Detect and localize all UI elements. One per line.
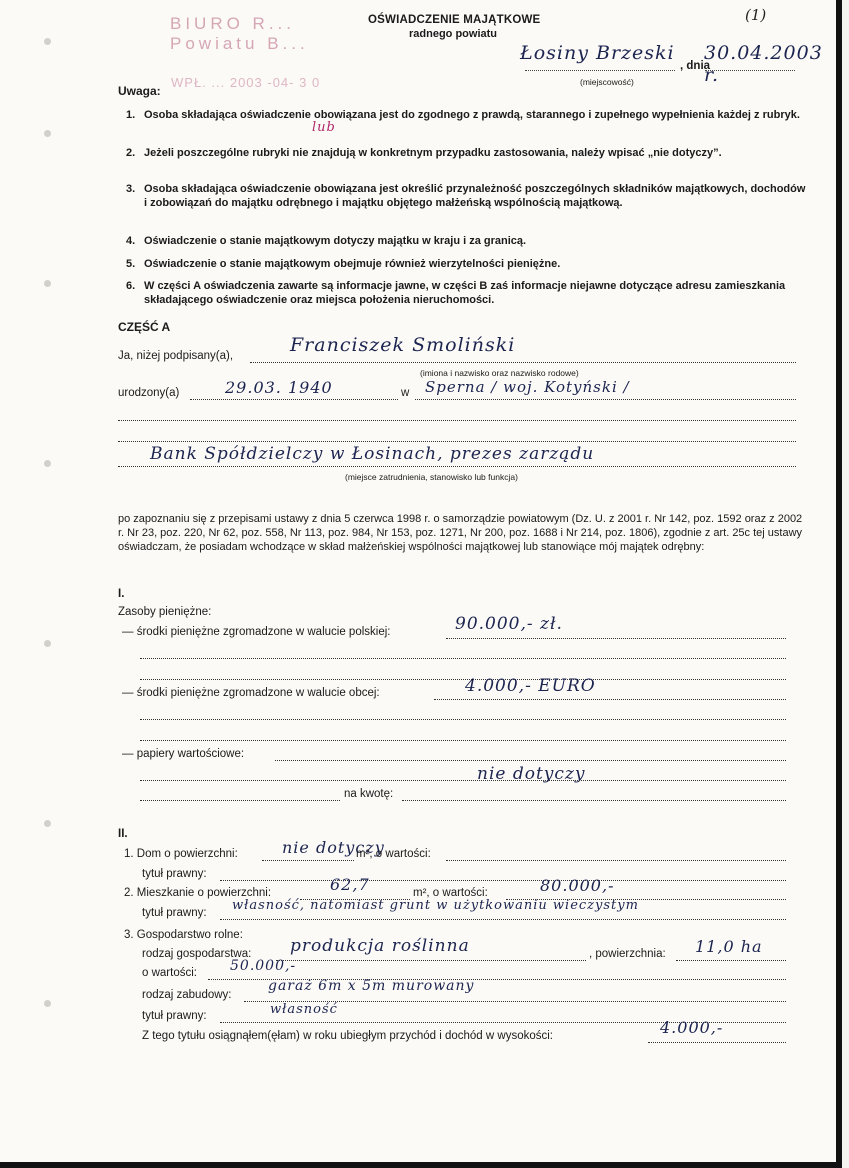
punch-hole: [44, 460, 51, 467]
note-number: 5.: [126, 258, 136, 270]
signer-label: Ja, niżej podpisany(a),: [118, 350, 234, 362]
note-text: Jeżeli poszczególne rubryki nie znajdują w konkretnym przypadku zastosowania, należy wpisać „nie dotyczy”.: [144, 147, 722, 159]
house-title-line: [220, 880, 786, 881]
flat-value: 80.000,-: [540, 876, 615, 895]
place-value: Łosiny Brzeski: [520, 42, 675, 64]
born-place-value: Sperna / woj. Kotyński /: [425, 378, 630, 396]
date-line: [705, 70, 795, 71]
note-annotation: lub: [312, 120, 336, 135]
farm-area-value: 11,0 ha: [695, 937, 763, 956]
house-area-line: [262, 860, 354, 861]
note-text: W części A oświadczenia zawarte są informacje jawne, w części B zaś informacje niejawne dotyczące adresu zamieszkania składającego oświadczenie oraz miejsca położenia nieruchomości.: [144, 280, 786, 306]
farm-area-line: [676, 960, 786, 961]
form-title: OŚWIADCZENIE MAJĄTKOWE: [368, 14, 541, 26]
house-value: nie dotyczy: [282, 838, 385, 857]
securities-line: [275, 760, 786, 761]
place-caption: (miejscowość): [580, 77, 634, 87]
note-number: 4.: [126, 235, 136, 247]
intro-paragraph: po zapoznaniu się z przepisami ustawy z dnia 5 czerwca 1998 r. o samorządzie powiatowym (Dz. U. z 2001 r. Nr 142, poz. 1592 oraz z 2002 r. Nr 23, poz. 220, Nr 62, poz. 558, Nr 113, poz. 984, Nr 153, poz. 1271, Nr 200, poz. 1688 i Nr 214, poz. 1806), zgodnie z art. 25c tej ustawy oświadczam, że posiadam wchodzące w skład małżeńskiej wspólności majątkowej lub stanowiące mój majątek odrębny:: [118, 513, 803, 553]
form-subtitle: radnego powiatu: [409, 28, 497, 40]
signer-caption: (imiona i nazwisko oraz nazwisko rodowe): [420, 368, 579, 378]
foreign-line: [434, 699, 786, 700]
note-text: Oświadczenie o stanie majątkowym obejmuje również wierzytelności pieniężne.: [144, 258, 561, 270]
house-label: 1. Dom o powierzchni:: [124, 848, 238, 860]
punch-hole: [44, 280, 51, 287]
flat-title-label: tytuł prawny:: [142, 907, 207, 919]
foreign-value: 4.000,- EURO: [465, 676, 596, 696]
pln-label: — środki pieniężne zgromadzone w walucie polskiej:: [122, 626, 391, 638]
date-value: 30.04.2003 r.: [704, 42, 823, 86]
born-value: 29.03. 1940: [225, 378, 333, 397]
amount-line: [402, 800, 786, 801]
farm-area-label: , powierzchnia:: [589, 948, 666, 960]
punch-hole: [44, 1000, 51, 1007]
securities-value: nie dotyczy: [477, 764, 586, 784]
note-text: Osoba składająca oświadczenie obowiązana jest do zgodnego z prawdą, starannego i zupełnego wypełnienia każdej z rubryk.: [144, 109, 800, 121]
employment-line: [118, 466, 796, 467]
section-i-heading: I.: [118, 588, 125, 600]
note-item: [126, 182, 806, 210]
farm-worth-label: o wartości:: [142, 967, 197, 979]
farm-title-label: tytuł prawny:: [142, 1010, 207, 1022]
blank-line: [140, 658, 786, 659]
punch-hole: [44, 820, 51, 827]
note-number: 2.: [126, 147, 136, 159]
note-item: [126, 108, 806, 122]
page-mark: (1): [745, 6, 767, 24]
blank-line: [140, 740, 786, 741]
resources-label: Zasoby pieniężne:: [118, 606, 212, 618]
flat-unit: m², o wartości:: [413, 887, 488, 899]
note-number: 6.: [126, 280, 136, 292]
born-label: urodzony(a): [118, 387, 180, 399]
farm-type-label: rodzaj gospodarstwa:: [142, 948, 252, 960]
pln-value: 90.000,- zł.: [455, 614, 563, 634]
place-line: [525, 70, 675, 71]
blank-line: [140, 719, 786, 720]
house-worth-line: [446, 860, 786, 861]
born-line: [190, 399, 398, 400]
blank-line: [118, 441, 796, 442]
born-place-line: [415, 399, 796, 400]
flat-title-line: [220, 919, 786, 920]
employment-value: Bank Spółdzielczy w Łosinach, prezes zarządu: [150, 444, 595, 464]
signer-value: Franciszek Smoliński: [290, 334, 516, 356]
signer-line: [250, 362, 796, 363]
note-number: 3.: [126, 183, 136, 195]
house-title-label: tytuł prawny:: [142, 868, 207, 880]
flat-label: 2. Mieszkanie o powierzchni:: [124, 887, 272, 899]
punch-hole: [44, 130, 51, 137]
punch-hole: [44, 38, 51, 45]
note-text: Oświadczenie o stanie majątkowym dotyczy majątku w kraju i za granicą.: [144, 235, 527, 247]
blank-line: [140, 679, 786, 680]
farm-title-value: własność: [270, 1002, 338, 1017]
flat-title-value: własność, natomiast grunt w użytkowaniu wieczystym: [232, 898, 639, 913]
employment-caption: (miejsce zatrudnienia, stanowisko lub funkcja): [345, 472, 518, 482]
income-label: Z tego tytułu osiągnąłem(ęłam) w roku ubiegłym przychód i dochód w wysokości:: [142, 1030, 553, 1042]
born-in-label: w: [401, 387, 410, 399]
date-label: , dnia: [680, 60, 711, 72]
farm-build-label: rodzaj zabudowy:: [142, 989, 232, 1001]
note-item: [126, 257, 806, 271]
amount-label: na kwotę:: [344, 788, 394, 800]
pln-line: [446, 638, 786, 639]
blank-line: [140, 780, 786, 781]
income-value: 4.000,-: [660, 1018, 724, 1037]
stamp-date: WPŁ. ... 2003 -04- 3 0: [171, 75, 321, 90]
section-ii-heading: II.: [118, 828, 128, 840]
farm-build-value: garaż 6m x 5m murowany: [268, 978, 475, 994]
farm-type-line: [276, 960, 586, 961]
foreign-label: — środki pieniężne zgromadzone w walucie obcej:: [122, 687, 380, 699]
amount-line-left: [140, 800, 340, 801]
office-stamp: BIURO R... Powiatu B...: [170, 14, 309, 53]
punch-holes: [44, 0, 56, 1168]
punch-hole: [44, 640, 51, 647]
note-item: [126, 146, 806, 160]
note-item: [126, 234, 806, 248]
note-number: 1.: [126, 109, 136, 121]
house-unit: m², o wartości:: [356, 848, 431, 860]
notes-heading: Uwaga:: [118, 84, 161, 98]
farm-label: 3. Gospodarstwo rolne:: [124, 929, 243, 941]
securities-label: — papiery wartościowe:: [122, 748, 245, 760]
flat-area: 62,7: [330, 875, 370, 894]
blank-line: [118, 420, 796, 421]
farm-type-value: produkcja roślinna: [290, 936, 470, 956]
income-line: [648, 1042, 786, 1043]
farm-worth-value: 50.000,-: [230, 958, 297, 974]
note-item: [126, 279, 806, 307]
note-text: Osoba składająca oświadczenie obowiązana jest określić przynależność poszczególnych składników majątkowych, dochodów i zobowiązań do majątku odrębnego i majątku objętego małżeńską wspólnością majątkową.: [144, 183, 806, 209]
part-a-heading: CZĘŚĆ A: [118, 320, 171, 334]
